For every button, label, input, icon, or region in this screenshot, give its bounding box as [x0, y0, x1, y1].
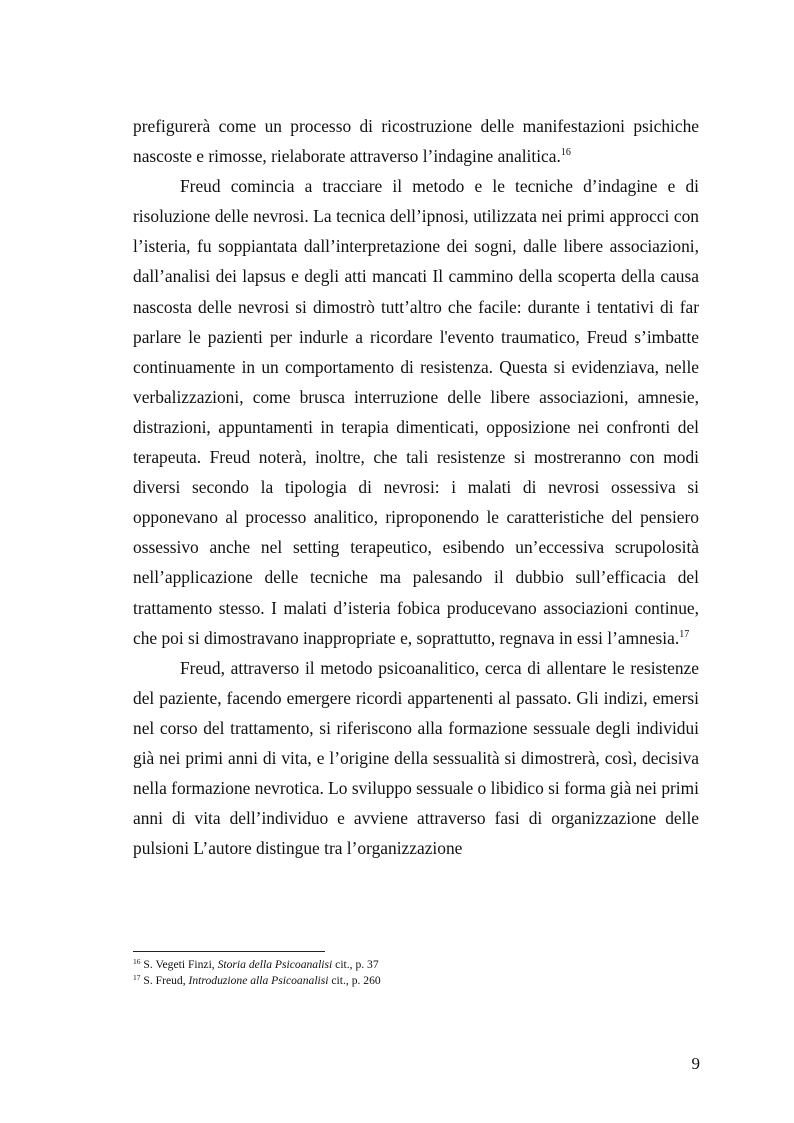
footnote-divider	[133, 951, 325, 952]
paragraph	[133, 653, 699, 864]
footnote-citation: cit., p. 260	[331, 974, 381, 987]
body-text	[133, 111, 699, 863]
paragraph-continuation	[133, 111, 699, 171]
footnote-citation: cit., p. 37	[335, 958, 379, 971]
footnote-author: S. Vegeti Finzi,	[143, 958, 215, 971]
footnote	[133, 957, 699, 973]
footnote-title: Storia della Psicoanalisi	[217, 958, 333, 971]
paragraph-text: Freud comincia a tracciare il metodo e le tecniche d’indagine e di risoluzione delle nevrosi. La tecnica dell’ipnosi, utilizzata nei primi approcci con l’isteria, fu soppiantata dall’interpretazione dei sogni, dalle libere associazioni, dall’analisi dei lapsus e degli atti mancati Il cammino della scoperta della causa nascosta delle nevrosi si dimostrò tutt’altro che facile: durante i tentativi di far parlare le pazienti per indurle a ricordare l'evento traumatico, Freud s’imbatte continuamente in un comportamento di resistenza. Questa si evidenziava, nelle verbalizzazioni, come brusca interruzione delle libere associazioni, amnesie, distrazioni, appuntamenti in terapia dimenticati, opposizione nei confronti del terapeuta. Freud noterà, inoltre, che tali resistenze si mostreranno con modi diversi secondo la tipologia di nevrosi: i malati di nevrosi ossessiva si opponevano al processo analitico, riproponendo le caratteristiche del pensiero ossessivo anche nel setting terapeutico, esibendo un’eccessiva scrupolosità nell’applicazione delle tecniche ma palesando il dubbio sull’efficacia del trattamento stesso. I malati d’isteria fobica producevano associazioni continue, che poi si dimostravano inappropriate e, soprattutto, regnava in essi l’amnesia.	[133, 176, 699, 648]
footnote-author: S. Freud,	[143, 974, 186, 987]
footnote-title: Introduzione alla Psicoanalisi	[188, 974, 329, 987]
footnote-number: 17	[133, 973, 141, 982]
paragraph	[133, 171, 699, 653]
footnote-reference: 17	[679, 628, 690, 640]
footnote-reference: 16	[560, 147, 571, 159]
paragraph-text: prefigurerà come un processo di ricostruzione delle manifestazioni psichiche nascoste e rimosse, rielaborate attraverso l’indagine analitica.	[133, 116, 699, 167]
footnotes	[133, 957, 699, 989]
footnote-number: 16	[133, 957, 141, 966]
paragraph-text: Freud, attraverso il metodo psicoanalitico, cerca di allentare le resistenze del paziente, facendo emergere ricordi appartenenti al passato. Gli indizi, emersi nel corso del trattamento, si riferiscono alla formazione sessuale degli individui già nei primi anni di vita, e l’origine della sessualità si dimostrerà, così, decisiva nella formazione nevrotica. Lo sviluppo sessuale o libidico si forma già nei primi anni di vita dell’individuo e avviene attraverso fasi di organizzazione delle pulsioni L’autore distingue tra l’organizzazione	[133, 657, 699, 859]
footnote	[133, 973, 699, 989]
page-number: 9	[691, 1054, 700, 1073]
